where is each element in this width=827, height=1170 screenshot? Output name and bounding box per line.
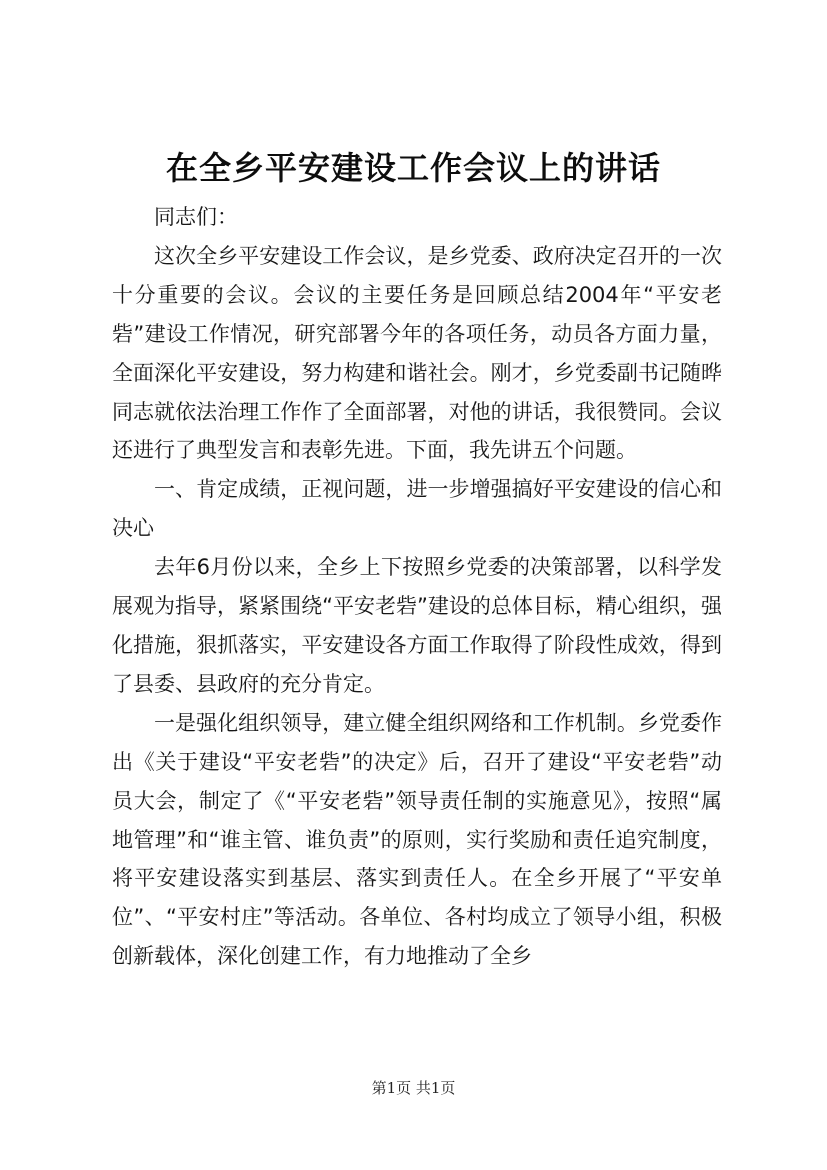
- page-footer: 第1页 共1页: [371, 1079, 456, 1097]
- document-body: [112, 198, 722, 976]
- section-heading-1: 一、肯定成绩，正视问题，进一步增强搞好平安建设的信心和决心: [112, 477, 722, 541]
- intro-paragraph: 这次全乡平安建设工作会议，是乡党委、政府决定召开的一次十分重要的会议。会议的主要任务是回顾总结2004年“平安老砦”建设工作情况，研究部署今年的各项任务，动员各方面力量，全面深化平安建设，努力构建和谐社会。刚才，乡党委副书记随晔同志就依法治理工作作了全面部署，对他的讲话，我很赞同。会议还进行了典型发言和表彰先进。下面，我先讲五个问题。: [112, 243, 722, 463]
- organization-paragraph: 一是强化组织领导，建立健全组织网络和工作机制。乡党委作出《关于建设“平安老砦”的决定》后，召开了建设“平安老砦”动员大会，制定了《“平安老砦”领导责任制的实施意见》，按照“属地管理”和“谁主管、谁负责”的原则，实行奖励和责任追究制度，将平安建设落实到基层、落实到责任人。在全乡开展了“平安单位”、“平安村庄”等活动。各单位、各村均成立了领导小组，积极创新载体，深化创建工作，有力地推动了全乡: [112, 710, 722, 969]
- achievement-paragraph: 去年6月份以来，全乡上下按照乡党委的决策部署，以科学发展观为指导，紧紧围绕“平安老砦”建设的总体目标，精心组织，强化措施，狠抓落实，平安建设各方面工作取得了阶段性成效，得到了县委、县政府的充分肯定。: [112, 555, 722, 696]
- salutation-paragraph: 同志们：: [154, 205, 238, 229]
- document-title: 在全乡平安建设工作会议上的讲话: [165, 149, 661, 187]
